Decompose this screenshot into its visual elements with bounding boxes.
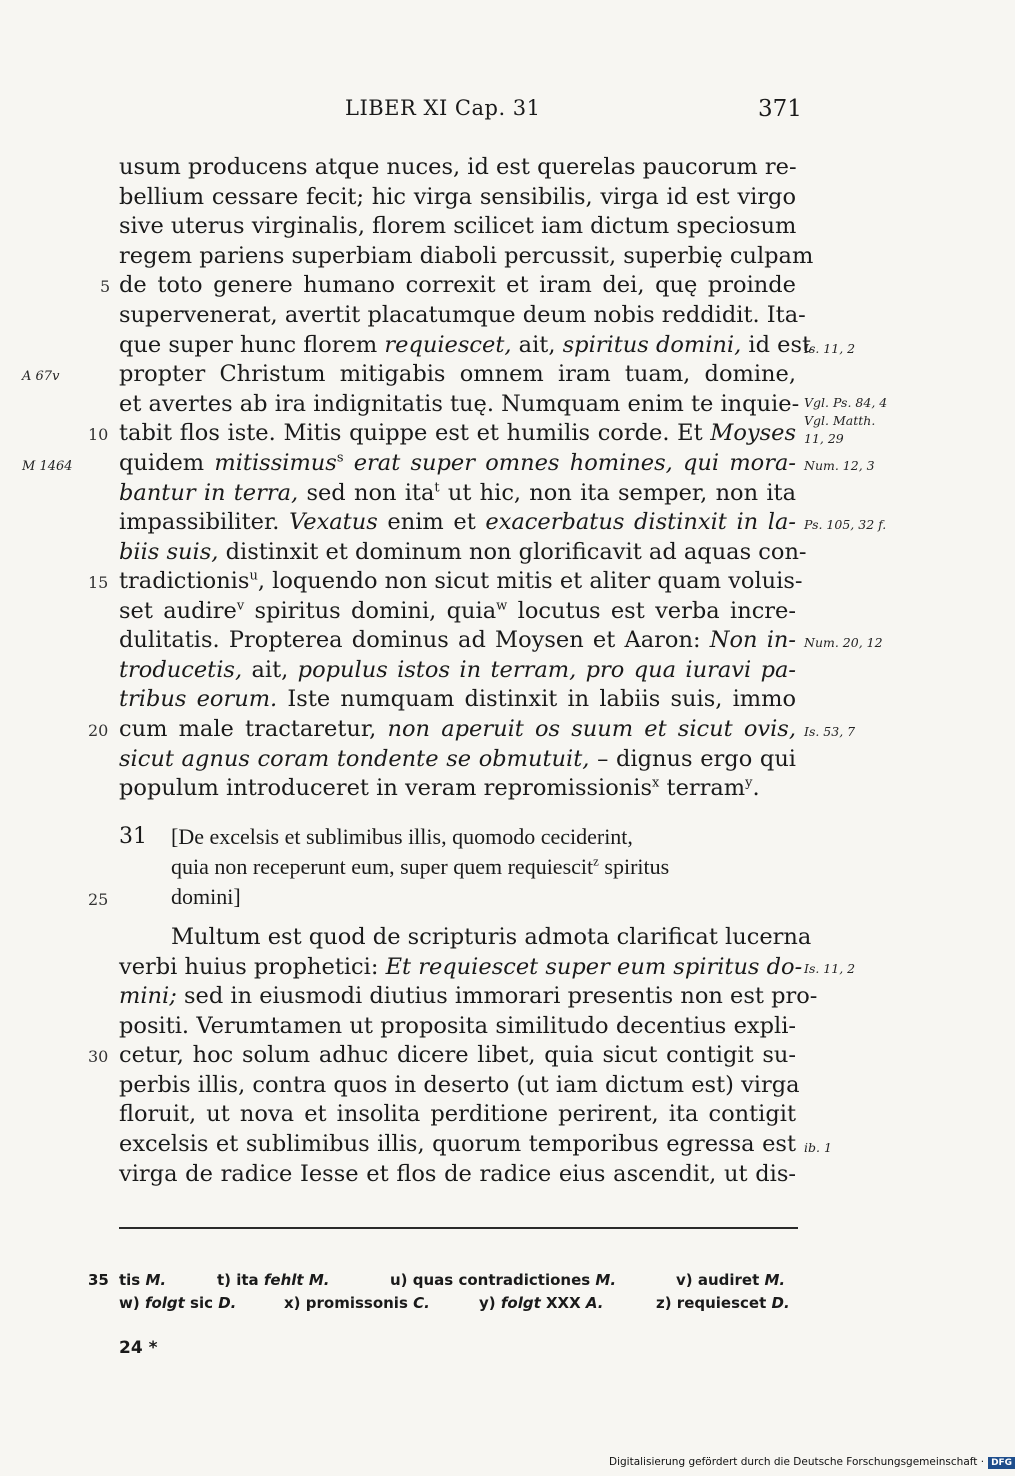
text-run: M. — [145, 1271, 167, 1289]
text-run: non aperuit os suum et sicut ovis, — [387, 716, 796, 742]
text-run: , loquendo non sicut mitis et aliter quam voluis- — [257, 568, 803, 594]
funding-footer — [609, 1456, 1015, 1469]
text-line — [119, 211, 796, 241]
text-line — [119, 359, 796, 389]
text-run: M. — [764, 1271, 786, 1289]
funding-text: Digitalisierung gefördert durch die Deutsche Forschungsgemeinschaft · — [609, 1456, 985, 1468]
line-number: 30 — [88, 1047, 109, 1066]
text-run: u) quas contradictiones — [390, 1271, 596, 1289]
text-line — [119, 981, 818, 1011]
dfg-logo: DFG — [988, 1457, 1015, 1469]
text-line — [119, 1040, 796, 1070]
text-run: usum producens atque nuces, id est querelas paucorum re- — [119, 154, 797, 180]
text-run: domini] — [171, 884, 241, 909]
running-head: LIBER XI Cap. 31 — [345, 96, 541, 120]
text-run: . — [752, 775, 760, 801]
text-run: que super hunc florem — [119, 332, 385, 358]
text-run: D. — [771, 1294, 790, 1312]
text-run: quia non receperunt eum, super quem requiescit — [171, 854, 594, 879]
text-run: C. — [413, 1294, 430, 1312]
apparatus-mark: t — [434, 480, 440, 496]
text-run: Iste numquam distinxit in labiis suis, immo — [277, 686, 797, 712]
text-run: sicut agnus coram tondente se obmutuit, — [119, 746, 590, 772]
text-run: floruit, ut nova et insolita perditione perirent, ita contigit — [119, 1101, 796, 1127]
text-run: w) — [119, 1294, 145, 1312]
text-run: regem pariens superbiam diaboli percussit, superbię culpam — [119, 243, 814, 269]
apparatus-mark: z — [593, 853, 599, 869]
line-number: 5 — [100, 277, 111, 296]
text-run: [De excelsis et sublimibus illis, quomodo ceciderint, — [171, 824, 633, 849]
text-run: tabit flos iste. Mitis quippe est et humilis corde. Et — [119, 420, 711, 446]
text-line — [119, 655, 796, 685]
apparatus-mark: w — [496, 598, 508, 614]
text-run: et avertes ab ira indignitatis tuę. Numquam enim te inquie- — [119, 391, 800, 417]
text-run: dulitatis. Propterea dominus ad Moysen et Aaron: — [119, 627, 710, 653]
footnote — [676, 1271, 785, 1289]
text-run: t) ita — [217, 1271, 264, 1289]
text-run: requiescet, — [384, 332, 512, 358]
line-number: 35 — [88, 1271, 109, 1289]
footnote — [390, 1271, 616, 1289]
text-run: y) — [479, 1294, 501, 1312]
text-run: virga de radice Iesse et flos de radice eius ascendit, ut dis- — [119, 1161, 796, 1187]
text-run: sed in eiusmodi diutius immorari presentis non est pro- — [176, 983, 818, 1009]
text-run: distinxit et dominum non glorificavit ad aquas con- — [218, 539, 807, 565]
heading-line — [171, 882, 241, 912]
scripture-reference: Ps. 105, 32 f. — [804, 517, 887, 532]
text-line — [119, 952, 803, 982]
text-line — [119, 714, 796, 744]
text-run: ut hic, non ita semper, non ita — [439, 480, 796, 506]
text-run: excelsis et sublimibus illis, quorum temporibus egressa est — [119, 1131, 796, 1157]
text-line — [171, 922, 812, 952]
text-run: troducetis, — [119, 657, 243, 683]
apparatus-mark: v — [236, 598, 245, 614]
text-run: tradictionis — [119, 568, 250, 594]
footnote — [284, 1294, 430, 1312]
text-run: sed non ita — [298, 480, 435, 506]
text-line — [119, 152, 796, 182]
scripture-reference: Is. 11, 2 — [804, 961, 856, 976]
text-run: Vexatus — [289, 509, 378, 535]
text-run: tribus eorum. — [119, 686, 278, 712]
scripture-reference: Is. 53, 7 — [804, 724, 856, 739]
footnote — [479, 1294, 603, 1312]
text-run: x) promissonis — [284, 1294, 414, 1312]
text-run: biis suis, — [119, 539, 219, 565]
text-line — [119, 270, 796, 300]
text-line — [119, 537, 807, 567]
text-run: XXX — [540, 1294, 586, 1312]
text-run: sic — [184, 1294, 219, 1312]
text-run: cum male tractaretur, — [119, 716, 388, 742]
manuscript-folio-ref: M 1464 — [22, 459, 73, 474]
text-run: Moyses — [710, 420, 796, 446]
text-line — [119, 1159, 796, 1189]
text-run: verbi huius prophetici: — [119, 954, 386, 980]
text-run: perbis illis, contra quos in deserto (ut iam dictum est) virga — [119, 1072, 800, 1098]
text-line — [119, 1129, 796, 1159]
text-line — [119, 418, 796, 448]
text-line — [119, 744, 796, 774]
text-line — [119, 1011, 796, 1041]
text-run: D. — [218, 1294, 237, 1312]
scripture-reference: Vgl. Matth. — [804, 413, 876, 428]
line-number: 10 — [88, 425, 109, 444]
text-line — [119, 389, 800, 419]
text-run: cetur, hoc solum adhuc dicere libet, quia sicut contigit su- — [119, 1042, 796, 1068]
text-run: enim et — [377, 509, 486, 535]
apparatus-mark: u — [249, 568, 258, 584]
text-run: populum introduceret in veram repromissionis — [119, 775, 653, 801]
text-run: locutus est verba incre- — [507, 598, 796, 624]
text-run: set audire — [119, 598, 237, 624]
text-run: exacerbatus distinxit in la- — [485, 509, 797, 535]
text-run: sive uterus virginalis, florem scilicet iam dictum speciosum — [119, 213, 797, 239]
text-run: mini; — [119, 983, 177, 1009]
apparatus-mark: s — [336, 450, 344, 466]
text-run: spiritus — [598, 854, 670, 879]
text-line — [119, 625, 796, 655]
text-run: A. — [585, 1294, 604, 1312]
text-run: de toto genere humano correxit et iram dei, quę proinde — [119, 272, 796, 298]
scripture-reference: Vgl. Ps. 84, 4 — [804, 395, 888, 410]
text-run: supervenerat, avertit placatumque deum nobis reddidit. Ita- — [119, 302, 806, 328]
text-line — [119, 448, 796, 478]
text-run: fehlt M. — [263, 1271, 330, 1289]
scripture-reference: Num. 12, 3 — [804, 458, 875, 473]
scripture-reference: Is. 11, 2 — [804, 341, 856, 356]
manuscript-folio-ref: A 67v — [22, 369, 60, 384]
text-line — [119, 773, 796, 803]
signature-mark: 24 * — [119, 1338, 158, 1358]
text-line — [119, 300, 806, 330]
text-run: bellium cessare fecit; hic virga sensibilis, virga id est virgo — [119, 184, 796, 210]
chapter-number: 31 — [119, 824, 147, 849]
text-run: quidem — [119, 450, 215, 476]
text-line — [119, 330, 812, 360]
text-run: tis — [119, 1271, 146, 1289]
heading-line — [171, 852, 669, 882]
text-run: spiritus domini, quia — [244, 598, 497, 624]
footnote — [119, 1271, 166, 1289]
line-number: 25 — [88, 890, 109, 909]
text-line — [119, 1070, 800, 1100]
text-run: – dignus ergo qui — [589, 746, 797, 772]
text-line — [119, 507, 796, 537]
text-run: Et requiescet super eum spiritus do- — [385, 954, 803, 980]
text-line — [119, 596, 796, 626]
text-run: mitissimus — [214, 450, 337, 476]
line-number: 20 — [88, 721, 109, 740]
text-run: v) audiret — [676, 1271, 765, 1289]
text-run: ait, — [511, 332, 563, 358]
text-run: spiritus domini, — [562, 332, 742, 358]
page-number: 371 — [758, 96, 802, 122]
footnote — [217, 1271, 329, 1289]
footnote — [656, 1294, 790, 1312]
text-run: Non in- — [709, 627, 796, 653]
text-run: z) requiescet — [656, 1294, 772, 1312]
text-run: folgt — [144, 1294, 185, 1312]
apparatus-mark: x — [652, 775, 660, 791]
text-run: erat super omnes homines, qui mora- — [343, 450, 796, 476]
text-line — [119, 566, 803, 596]
text-run: Multum est quod de scripturis admota clarificat lucerna — [171, 924, 812, 950]
apparatus-mark: y — [745, 775, 753, 791]
text-run: populus istos in terram, pro qua iuravi pa- — [297, 657, 796, 683]
text-line — [119, 241, 814, 271]
text-run: propter Christum mitigabis omnem iram tuam, domine, — [119, 361, 796, 387]
text-run: M. — [595, 1271, 617, 1289]
text-run: impassibiliter. — [119, 509, 290, 535]
scripture-reference: ib. 1 — [804, 1140, 832, 1155]
text-line — [119, 1099, 796, 1129]
text-run: terram — [659, 775, 746, 801]
text-run: bantur in terra, — [119, 480, 299, 506]
text-line — [119, 182, 796, 212]
text-run: id est — [741, 332, 812, 358]
scripture-reference: 11, 29 — [804, 431, 844, 446]
heading-line — [171, 822, 633, 852]
scripture-reference: Num. 20, 12 — [804, 635, 883, 650]
footnote-rule — [119, 1227, 798, 1229]
footnote — [119, 1294, 236, 1312]
text-run: positi. Verumtamen ut proposita similitudo decentius expli- — [119, 1013, 796, 1039]
text-run: ait, — [242, 657, 298, 683]
text-line — [119, 684, 796, 714]
line-number: 15 — [88, 573, 109, 592]
text-run: folgt — [500, 1294, 541, 1312]
text-line — [119, 478, 796, 508]
